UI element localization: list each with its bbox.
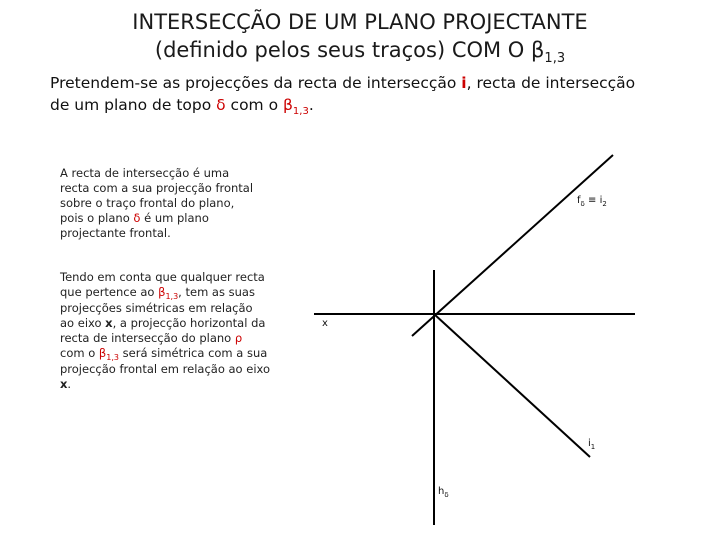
label-i1-letter: i	[588, 438, 591, 449]
note2-beta-1-subscript: 1,3	[165, 292, 179, 301]
label-f: f	[577, 195, 581, 206]
note2-rho: ρ	[234, 331, 243, 345]
label-h-subscript: δ	[444, 491, 449, 499]
note2-t6: .	[67, 377, 72, 391]
note1-text-1: A recta de intersecção é uma recta com a sua projecção frontal sobre o traço frontal do plano, pois o plano	[60, 166, 254, 225]
note2-x-1: x	[105, 316, 113, 330]
title-line-1: INTERSECÇÃO DE UM PLANO PROJECTANTE	[132, 10, 588, 34]
note2-t4: com o	[60, 346, 99, 360]
label-i1-subscript: 1	[590, 443, 596, 451]
title-line-2-text: (definido pelos seus traços) COM O β	[154, 38, 545, 62]
note2-beta-1: β	[158, 285, 166, 299]
intro-delta: δ	[216, 96, 226, 114]
note2-t2: , tem as suas projecções simétricas em relação ao eixo	[60, 285, 255, 330]
label-f-subscript: δ	[580, 200, 585, 208]
note2-t3: , a projecção horizontal da recta de intersecção do plano	[60, 316, 266, 345]
note2-x-2: x	[60, 377, 68, 391]
note1-text-2: é um plano projectante frontal.	[60, 211, 209, 240]
note2-t1: Tendo em conta que qualquer recta que pertence ao	[60, 270, 265, 299]
intro-line-i: i	[461, 74, 467, 92]
note2-t5: será simétrica com a sua projecção frontal em relação ao eixo	[60, 346, 271, 376]
intro-beta-subscript: 1,3	[292, 106, 309, 117]
frontal-trace-line	[412, 155, 613, 336]
label-equiv-i: ≡ i	[584, 195, 603, 206]
note2-beta-2-subscript: 1,3	[106, 353, 119, 362]
title-beta-subscript: 1,3	[544, 51, 566, 66]
note2-beta-2: β	[98, 346, 107, 360]
label-x-axis: x	[322, 318, 328, 329]
label-f-delta-equiv-i2	[577, 195, 607, 207]
horizontal-projection-line	[434, 314, 590, 457]
label-h-delta	[438, 486, 449, 498]
label-h-letter: h	[438, 486, 445, 497]
label-i2-subscript: 2	[602, 200, 607, 208]
label-i1	[588, 438, 595, 450]
intro-beta: β	[283, 96, 293, 114]
intro-part-3: com o	[225, 96, 283, 114]
intro-part-2: , recta de intersecção de um plano de topo	[50, 74, 636, 114]
intro-part-1: Pretendem-se as projecções da recta de intersecção	[50, 74, 462, 92]
intro-part-4: .	[308, 96, 314, 114]
note1-delta: δ	[133, 211, 141, 225]
